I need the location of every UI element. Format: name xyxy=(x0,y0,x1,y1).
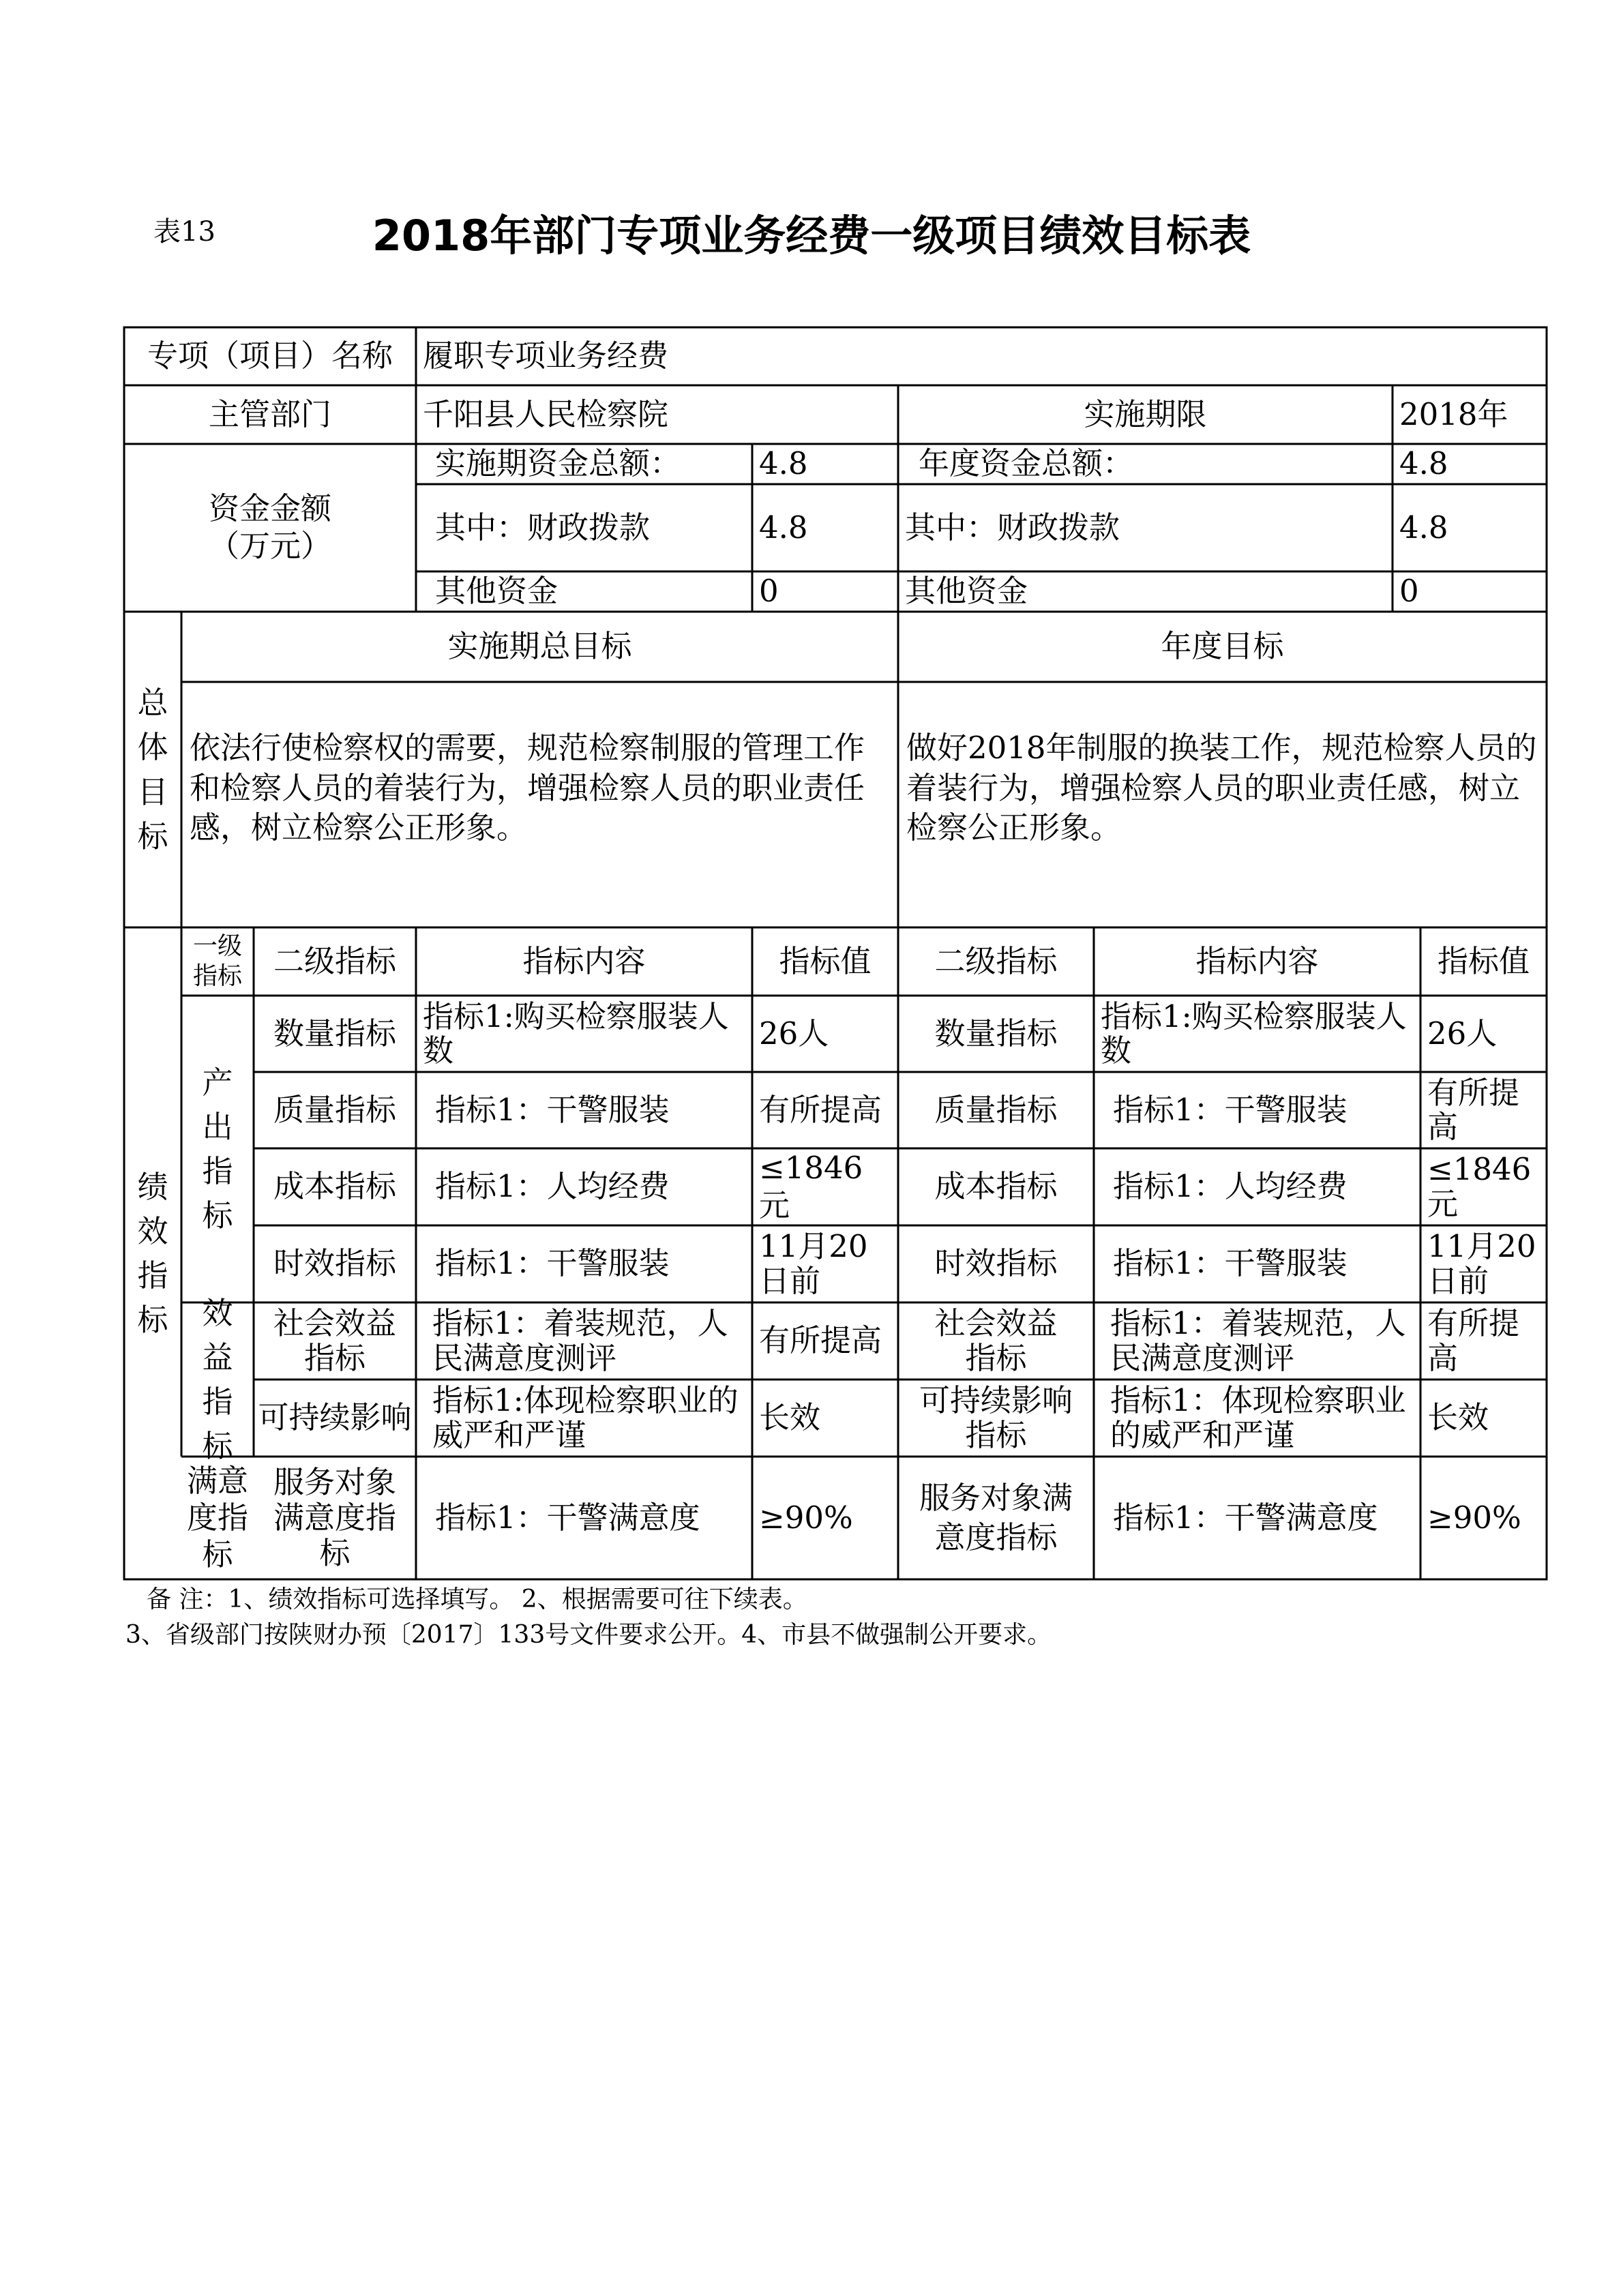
table-row-value: 有所提高 xyxy=(759,1322,882,1359)
table-row-content-annual: 指标1：体现检察职业的威严和严谨 xyxy=(1110,1382,1406,1453)
table-row-l2: 可持续影响 xyxy=(258,1399,412,1436)
total-funds-label: 实施期资金总额： xyxy=(435,445,681,482)
table-row-value: 有所提高 xyxy=(759,1091,882,1128)
project-name-value: 履职专项业务经费 xyxy=(423,338,669,374)
department-value: 千阳县人民检察院 xyxy=(423,396,669,432)
table-row-content-annual: 指标1：着装规范，人民满意度测评 xyxy=(1110,1305,1406,1376)
table-row-l2-annual: 成本指标 xyxy=(934,1168,1058,1205)
annual-other-value: 0 xyxy=(1399,573,1419,610)
annual-fiscal-value: 4.8 xyxy=(1399,509,1448,546)
project-name-label: 专项（项目）名称 xyxy=(147,338,393,374)
period-goal-header: 实施期总目标 xyxy=(447,628,632,665)
table-row-l2-annual: 服务对象满意度指标 xyxy=(919,1479,1073,1555)
annual-other-label: 其他资金 xyxy=(905,573,1028,610)
header-level2: 二级指标 xyxy=(273,942,396,979)
table-row-value-annual: ≥90% xyxy=(1427,1499,1521,1536)
table-row-value-annual: ≤1846元 xyxy=(1427,1151,1532,1222)
table-number-label: 表13 xyxy=(153,216,215,248)
table-row-value-annual: 有所提高 xyxy=(1427,1305,1520,1376)
note-line-1: 备 注：1、绩效指标可选择填写。 2、根据需要可往下续表。 xyxy=(147,1585,807,1613)
other-funds-label: 其他资金 xyxy=(435,573,559,610)
table-row-value-annual: 11月20日前 xyxy=(1427,1228,1536,1299)
table-row-l2: 数量指标 xyxy=(273,1015,396,1052)
department-label: 主管部门 xyxy=(208,396,331,432)
fiscal-funds-label: 其中：财政拨款 xyxy=(435,509,651,546)
table-row-content-annual: 指标1：干警满意度 xyxy=(1113,1499,1378,1536)
table-row-value-annual: 长效 xyxy=(1427,1399,1489,1436)
annual-fiscal-label: 其中：财政拨款 xyxy=(905,509,1120,546)
table-row-value: ≥90% xyxy=(759,1499,853,1536)
table-row-l2: 成本指标 xyxy=(273,1168,396,1205)
note-line-2: 3、省级部门按陕财办预〔2017〕133号文件要求公开。4、市县不做强制公开要求。 xyxy=(125,1621,1052,1649)
annual-goal-header: 年度目标 xyxy=(1161,628,1284,665)
annual-funds-value: 4.8 xyxy=(1399,445,1448,482)
period-label: 实施期限 xyxy=(1084,396,1207,432)
header-content-annual: 指标内容 xyxy=(1195,942,1319,979)
header-value-annual: 指标值 xyxy=(1437,942,1530,979)
table-row-content: 指标1：干警服装 xyxy=(435,1245,670,1282)
table-row-value: 26人 xyxy=(759,1015,829,1052)
header-level1: 一级指标 xyxy=(192,932,242,990)
table-row-l2-annual: 可持续影响指标 xyxy=(919,1382,1073,1453)
period-value: 2018年 xyxy=(1399,396,1508,432)
table-row-value-annual: 有所提高 xyxy=(1427,1074,1520,1145)
table-row-content: 指标1:购买检察服装人数 xyxy=(423,998,729,1069)
page-title: 2018年部门专项业务经费一级项目绩效目标表 xyxy=(372,211,1251,260)
overall-goals-label: 总体目标 xyxy=(137,685,168,854)
table-row-content-annual: 指标1：干警服装 xyxy=(1113,1091,1347,1128)
table-row-value: ≤1846元 xyxy=(759,1149,863,1223)
table-row-content-annual: 指标1：干警服装 xyxy=(1113,1245,1347,1282)
table-row-content: 指标1：干警满意度 xyxy=(435,1499,700,1536)
group-satisfaction: 满意度指标 xyxy=(187,1463,249,1572)
table-row-value: 长效 xyxy=(759,1399,821,1436)
group-output: 产出指标 xyxy=(202,1064,233,1234)
table-row-l2: 时效指标 xyxy=(273,1245,396,1282)
fiscal-funds-value: 4.8 xyxy=(759,509,808,546)
other-funds-value: 0 xyxy=(759,573,779,610)
group-benefit: 效益指标 xyxy=(202,1294,233,1465)
annual-funds-label: 年度资金总额： xyxy=(919,445,1134,482)
performance-indicators-label: 绩效指标 xyxy=(137,1168,168,1339)
header-content: 指标内容 xyxy=(522,942,646,979)
header-value: 指标值 xyxy=(779,942,872,979)
table-row-l2-annual: 质量指标 xyxy=(934,1091,1058,1128)
table-row-l2: 社会效益指标 xyxy=(273,1305,396,1376)
total-funds-value: 4.8 xyxy=(759,445,808,482)
table-row-content: 指标1：干警服装 xyxy=(435,1091,670,1128)
table-row-l2-annual: 社会效益指标 xyxy=(934,1305,1058,1376)
header-level2-annual: 二级指标 xyxy=(934,942,1058,979)
table-row-content: 指标1:体现检察职业的威严和严谨 xyxy=(432,1382,739,1453)
table-row-l2: 质量指标 xyxy=(273,1091,396,1128)
table-row-l2-annual: 数量指标 xyxy=(934,1015,1058,1052)
table-row-content: 指标1：着装规范，人民满意度测评 xyxy=(432,1305,728,1376)
table-row-content-annual: 指标1:购买检察服装人数 xyxy=(1101,998,1407,1069)
table-row-l2: 服务对象满意度指标 xyxy=(273,1464,396,1571)
table-row-content: 指标1：人均经费 xyxy=(435,1168,670,1205)
table-row-value-annual: 26人 xyxy=(1427,1015,1498,1052)
table-row-content-annual: 指标1：人均经费 xyxy=(1113,1168,1347,1205)
funds-label: 资金金额（万元） xyxy=(208,490,331,564)
table-row-l2-annual: 时效指标 xyxy=(934,1245,1058,1282)
period-goal-text: 依法行使检察权的需要，规范检察制服的管理工作和检察人员的着装行为，增强检察人员的职业责任感，树立检察公正形象。 xyxy=(190,730,865,846)
annual-goal-text: 做好2018年制服的换装工作，规范检察人员的着装行为，增强检察人员的职业责任感，树立检察公正形象。 xyxy=(906,730,1537,846)
table-row-value: 11月20日前 xyxy=(759,1228,868,1299)
